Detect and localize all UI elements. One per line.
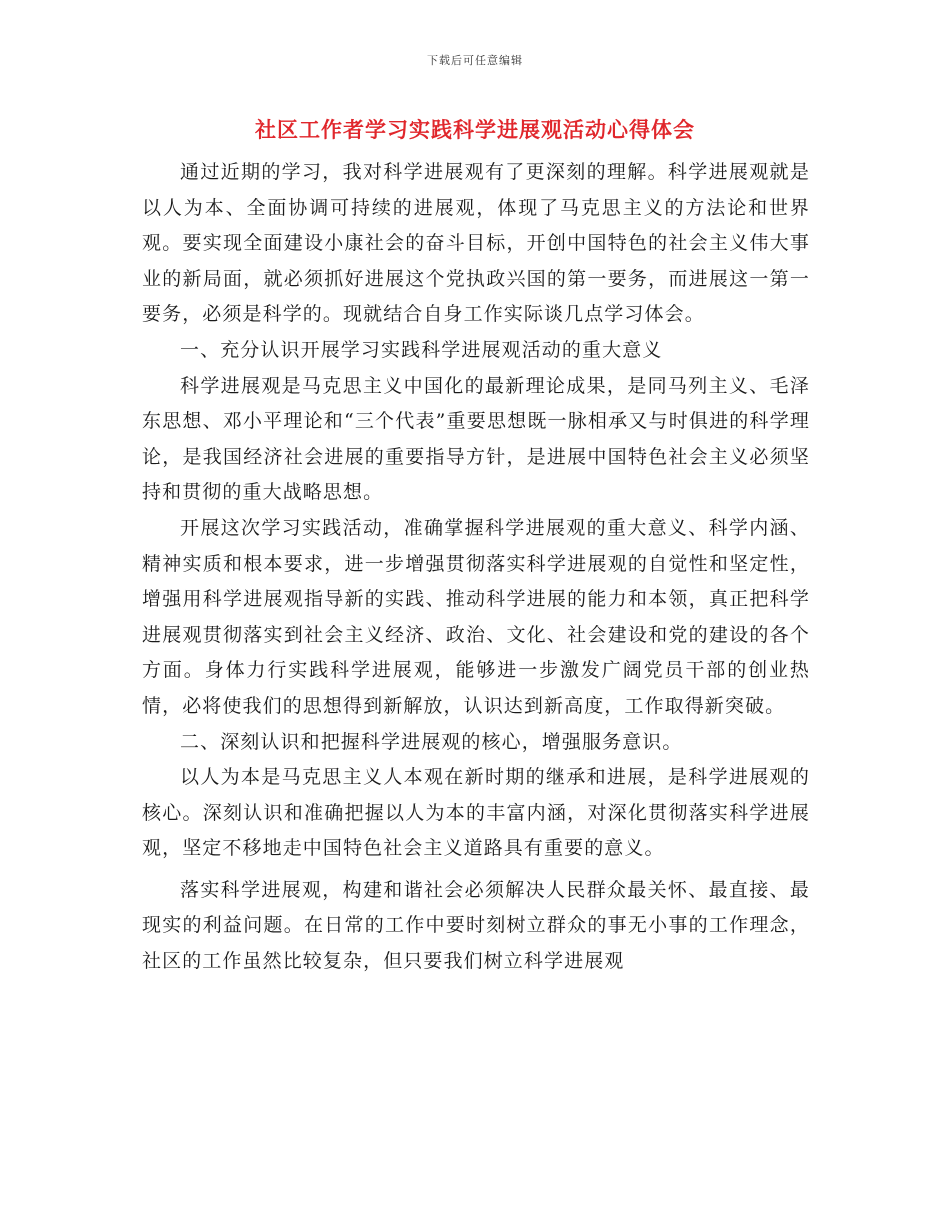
section-heading-1: 一、充分认识开展学习实践科学进展观活动的重大意义 [180,338,663,361]
paragraph-intro: 通过近期的学习，我对科学进展观有了更深刻的理解。科学进展观就是以人为本、全面协调可持续的进展观，体现了马克思主义的方法论和世界观。要实现全面建设小康社会的奋斗目标，开创中国特色的社会主义伟大事业的新局面，就必须抓好进展这个党执政兴国的第一要务，而进展这一第一要务，必须是科学的。现就结合自身工作实际谈几点学习体会。 [142,161,810,326]
paragraph-section2-b: 落实科学进展观，构建和谐社会必须解决人民群众最关怀、最直接、最现实的利益问题。在日常的工作中要时刻树立群众的事无小事的工作理念，社区的工作虽然比较复杂，但只要我们树立科学进展观 [142,878,810,973]
paragraph-section1-b: 开展这次学习实践活动，准确掌握科学进展观的重大意义、科学内涵、精神实质和根本要求，进一步增强贯彻落实科学进展观的自觉性和坚定性，增强用科学进展观指导新的实践、推动科学进展的能力和本领，真正把科学进展观贯彻落实到社会主义经济、政治、文化、社会建设和党的建设的各个方面。身体力行实践科学进展观，能够进一步激发广阔党员干部的创业热情，必将使我们的思想得到新解放，认识达到新高度，工作取得新突破。 [142,516,810,717]
page-header: 下载后可任意编辑 [427,54,523,67]
paragraph-section1-a: 科学进展观是马克思主义中国化的最新理论成果，是同马列主义、毛泽东思想、邓小平理论和“三个代表”重要思想既一脉相承又与时俱进的科学理论，是我国经济社会进展的重要指导方针，是进展中国特色社会主义必须坚持和贯彻的重大战略思想。 [142,374,810,504]
document-body [142,155,810,980]
paragraph-section2-a: 以人为本是马克思主义人本观在新时期的继承和进展，是科学进展观的核心。深刻认识和准确把握以人为本的丰富内涵，对深化贯彻落实科学进展观，坚定不移地走中国特色社会主义道路具有重要的意义。 [142,766,810,860]
document-title: 社区工作者学习实践科学进展观活动心得体会 [255,118,695,142]
section-heading-2: 二、深刻认识和把握科学进展观的核心，增强服务意识。 [180,730,683,753]
